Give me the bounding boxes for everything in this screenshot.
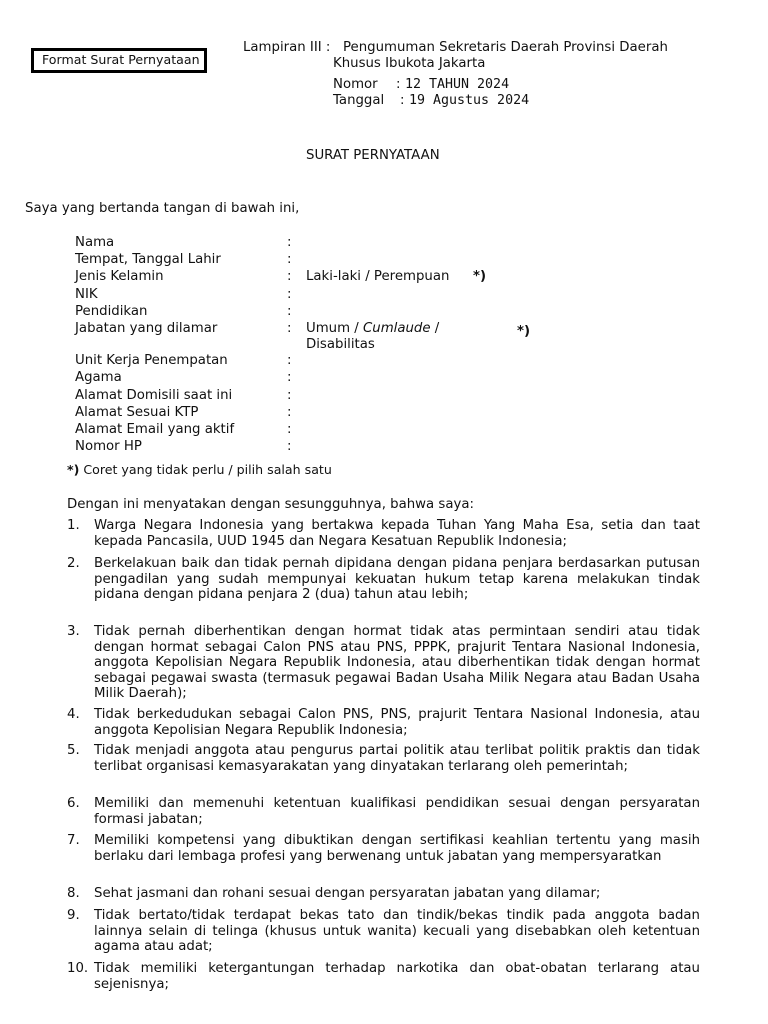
field-colon: : (287, 252, 292, 267)
list-text: Warga Negara Indonesia yang bertakwa kepada Tuhan Yang Maha Esa, setia dan taat kepada Pancasila, UUD 1945 dan Negara Kesatuan Republik Indonesia; (94, 518, 700, 549)
lampiran-label: Lampiran III : (243, 40, 331, 55)
field-label: Nama (75, 235, 115, 250)
list-number: 1. (67, 518, 80, 533)
format-label-box (31, 48, 207, 73)
footnote-marker: *) (67, 462, 80, 477)
list-text: Tidak memiliki ketergantungan terhadap narkotika dan obat-obatan terlarang atau sejenisnya; (94, 961, 700, 992)
list-number: 4. (67, 707, 80, 722)
option-separator: / (430, 321, 440, 336)
list-number: 2. (67, 556, 80, 571)
field-colon: : (287, 388, 292, 403)
list-text: Tidak bertato/tidak terdapat bekas tato dan tindik/bekas tindik pada anggota badan lainnya selain di telinga (khusus untuk wanita) kecuali yang disebabkan oleh ketentuan agama atau adat; (94, 908, 700, 955)
list-text: Berkelakuan baik dan tidak pernah dipidana dengan pidana penjara berdasarkan putusan pengadilan yang sudah mempunyai kekuatan hukum tetap karena melakukan tindak pidana dengan pidana penjara 2 (dua) tahun atau lebih; (94, 556, 700, 603)
nomor-separator: : (396, 77, 401, 92)
list-number: 7. (67, 833, 80, 848)
field-label: NIK (75, 287, 98, 302)
tanggal-value: 19 Agustus 2024 (409, 93, 530, 108)
field-label: Alamat Sesuai KTP (75, 405, 199, 420)
list-number: 9. (67, 908, 80, 923)
field-value (306, 321, 439, 336)
list-number: 10. (67, 961, 89, 976)
footnote-marker: *) (517, 324, 531, 339)
field-colon: : (287, 370, 292, 385)
footnote-text: Coret yang tidak perlu / pilih salah satu (79, 462, 332, 477)
format-label: Format Surat Pernyataan (42, 52, 200, 67)
list-number: 5. (67, 743, 80, 758)
field-colon: : (287, 304, 292, 319)
list-text: Tidak berkedudukan sebagai Calon PNS, PNS, prajurit Tentara Nasional Indonesia, atau anggota Kepolisian Negara Republik Indonesia; (94, 707, 700, 738)
field-colon: : (287, 439, 292, 454)
option-cumlaude: Cumlaude (363, 321, 431, 336)
field-label: Jenis Kelamin (75, 269, 164, 284)
footnote-marker: *) (473, 269, 487, 284)
lampiran-line-2: Khusus Ibukota Jakarta (333, 56, 486, 71)
field-colon: : (287, 353, 292, 368)
list-text: Tidak menjadi anggota atau pengurus partai politik atau terlibat politik praktis dan tidak terlibat organisasi kemasyarakatan yang dinyatakan terlarang oleh pemerintah; (94, 743, 700, 774)
field-label: Jabatan yang dilamar (75, 321, 218, 336)
list-number: 6. (67, 796, 80, 811)
field-label: Agama (75, 370, 122, 385)
document-title: SURAT PERNYATAAN (306, 148, 440, 163)
field-label: Alamat Domisili saat ini (75, 388, 233, 403)
intro-text: Saya yang bertanda tangan di bawah ini, (25, 201, 300, 216)
tanggal-label: Tanggal (333, 93, 385, 108)
field-label: Nomor HP (75, 439, 142, 454)
list-text: Tidak pernah diberhentikan dengan hormat tidak atas permintaan sendiri atau tidak dengan hormat sebagai Calon PNS atau PNS, PPPK, prajurit Tentara Nasional Indonesia, anggota Kepolisian Negara Republik Indonesia, atau diberhentikan tidak dengan hormat sebagai pegawai swasta (termasuk pegawai Badan Usaha Milik Negara atau Badan Usaha Milik Daerah); (94, 624, 700, 702)
field-colon: : (287, 269, 292, 284)
field-label: Pendidikan (75, 304, 148, 319)
field-label: Unit Kerja Penempatan (75, 353, 228, 368)
field-label: Alamat Email yang aktif (75, 422, 235, 437)
field-colon: : (287, 422, 292, 437)
footnote (67, 462, 332, 477)
field-colon: : (287, 235, 292, 250)
option-disabilitas: Disabilitas (306, 337, 375, 352)
field-value: Laki-laki / Perempuan (306, 269, 450, 284)
nomor-value: 12 TAHUN 2024 (405, 77, 510, 92)
list-number: 8. (67, 886, 80, 901)
option-umum: Umum / (306, 321, 363, 336)
tanggal-separator: : (400, 93, 405, 108)
field-colon: : (287, 405, 292, 420)
field-label: Tempat, Tanggal Lahir (75, 252, 221, 267)
field-colon: : (287, 287, 292, 302)
list-number: 3. (67, 624, 80, 639)
list-text: Sehat jasmani dan rohani sesuai dengan persyaratan jabatan yang dilamar; (94, 886, 601, 901)
field-colon: : (287, 321, 292, 336)
list-text: Memiliki dan memenuhi ketentuan kualifikasi pendidikan sesuai dengan persyaratan formasi jabatan; (94, 796, 700, 827)
nomor-label: Nomor (333, 77, 378, 92)
statement-intro: Dengan ini menyatakan dengan sesungguhnya, bahwa saya: (67, 497, 474, 512)
lampiran-line-1: Pengumuman Sekretaris Daerah Provinsi Daerah (343, 40, 668, 55)
list-text: Memiliki kompetensi yang dibuktikan dengan sertifikasi keahlian tertentu yang masih berlaku dari lembaga profesi yang berwenang untuk jabatan yang mempersyaratkan (94, 833, 700, 864)
